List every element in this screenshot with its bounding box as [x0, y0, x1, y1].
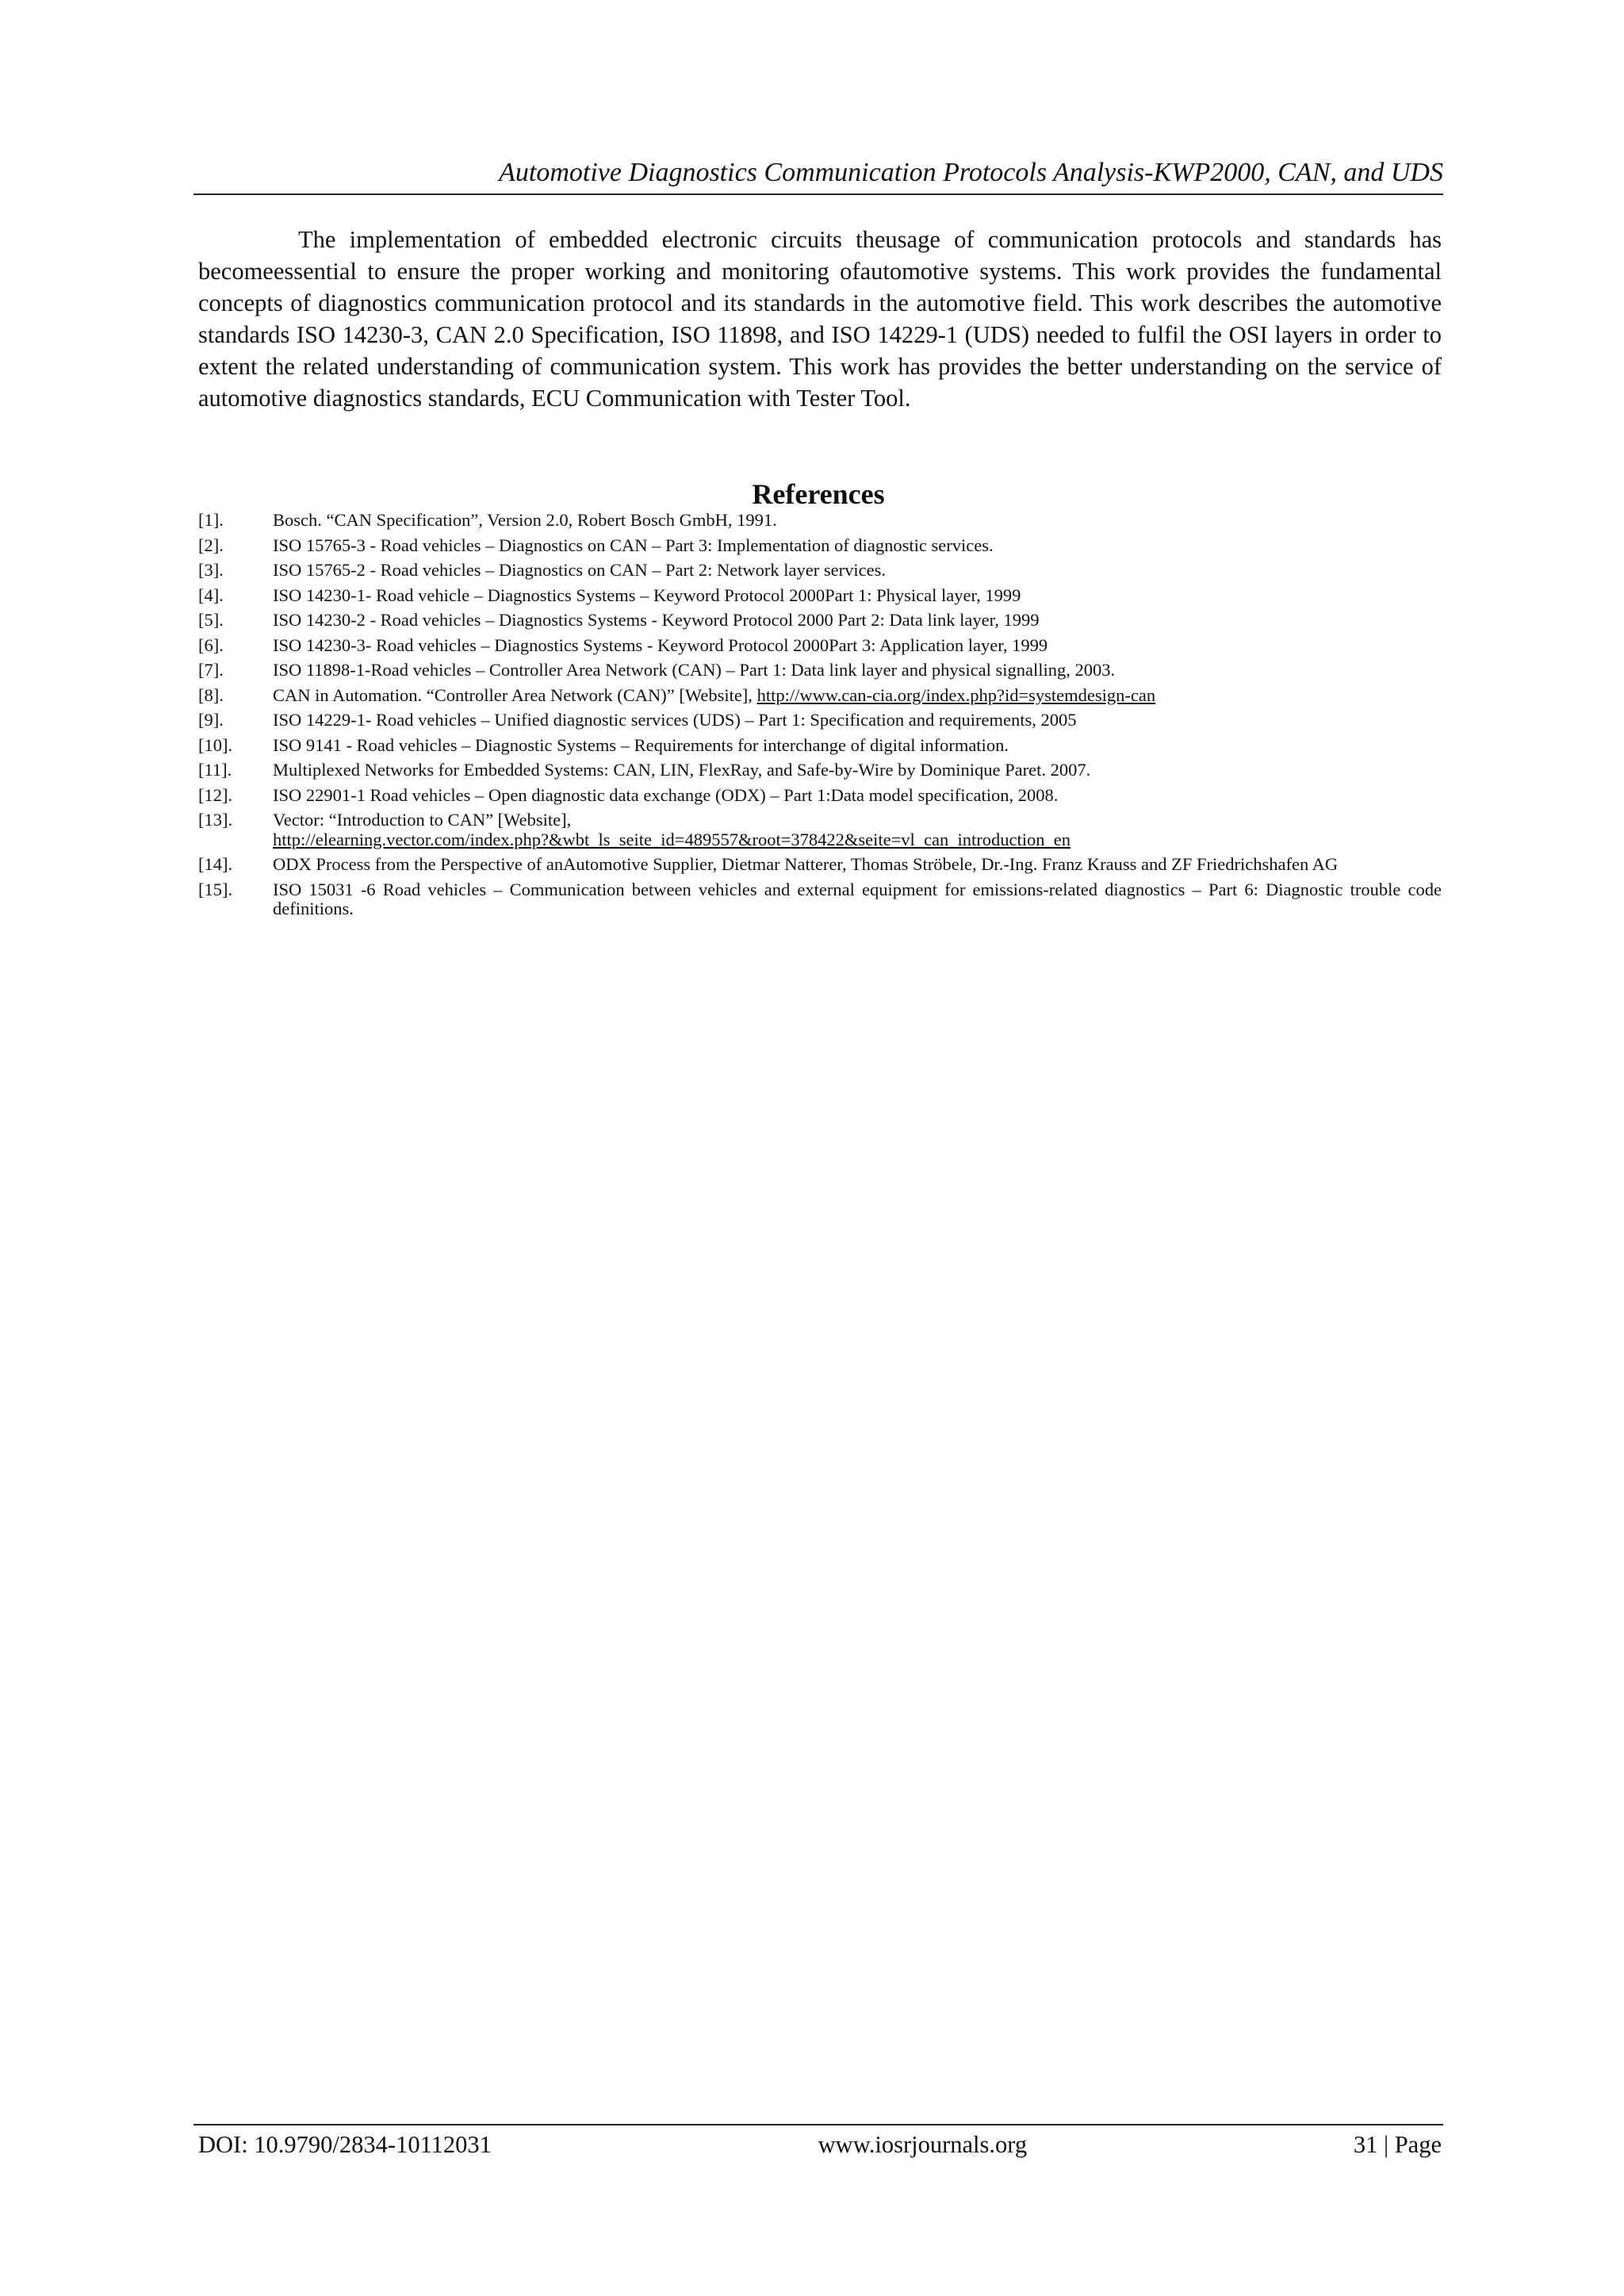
reference-item: [198, 880, 1442, 919]
page-footer: [198, 2129, 1442, 2160]
reference-number: [15].: [198, 879, 233, 899]
reference-text: ISO 15765-2 - Road vehicles – Diagnostics on CAN – Part 2: Network layer services.: [273, 560, 886, 580]
reference-text-block: [273, 536, 1442, 556]
reference-text-block: [273, 855, 1442, 875]
reference-item: [198, 636, 1442, 656]
reference-text: ISO 11898-1-Road vehicles – Controller Area Network (CAN) – Part 1: Data link layer and physical signalling, 2003.: [273, 660, 1116, 680]
references-heading: References: [752, 478, 885, 510]
reference-text-block: [273, 661, 1442, 680]
reference-text: ISO 14230-2 - Road vehicles – Diagnostics Systems - Keyword Protocol 2000 Part 2: Data link layer, 1999: [273, 610, 1040, 630]
reference-text-block: [273, 686, 1442, 706]
reference-number: [11].: [198, 760, 232, 780]
reference-item: [198, 536, 1442, 556]
reference-item: [198, 761, 1442, 780]
reference-text: ISO 22901-1 Road vehicles – Open diagnostic data exchange (ODX) – Part 1:Data model specification, 2008.: [273, 784, 1059, 805]
running-header-title: Automotive Diagnostics Communication Protocols Analysis-KWP2000, CAN, and UDS: [499, 158, 1443, 187]
reference-number: [8].: [198, 684, 224, 705]
reference-text: CAN in Automation. “Controller Area Network (CAN)” [Website],: [273, 684, 757, 705]
reference-text: Bosch. “CAN Specification”, Version 2.0, Robert Bosch GmbH, 1991.: [273, 510, 777, 530]
reference-number: [13].: [198, 810, 233, 830]
reference-text: ISO 14229-1- Road vehicles – Unified diagnostic services (UDS) – Part 1: Specification and requirements, 2005: [273, 710, 1077, 730]
reference-item: [198, 736, 1442, 756]
reference-text-block: [273, 586, 1442, 606]
reference-number: [5].: [198, 610, 224, 630]
reference-text-block: [273, 736, 1442, 756]
reference-number: [1].: [198, 510, 224, 530]
reference-text: ISO 14230-3- Road vehicles – Diagnostics Systems - Keyword Protocol 2000Part 3: Application layer, 1999: [273, 634, 1048, 655]
reference-number: [6].: [198, 634, 224, 655]
reference-number: [12].: [198, 784, 233, 805]
reference-text-block: [273, 811, 1442, 849]
reference-text: Vector: “Introduction to CAN” [Website],: [273, 810, 572, 830]
footer-page-number: 31 | Page: [1353, 2131, 1442, 2158]
reference-text-block: [273, 611, 1442, 631]
reference-number: [14].: [198, 854, 233, 874]
reference-list: [198, 511, 1442, 925]
reference-text: ISO 9141 - Road vehicles – Diagnostic Systems – Requirements for interchange of digital information.: [273, 734, 1009, 755]
footer-doi: DOI: 10.9790/2834-10112031: [198, 2131, 492, 2158]
reference-text-block: [273, 711, 1442, 730]
reference-text-block: [273, 561, 1442, 581]
reference-number: [7].: [198, 660, 224, 680]
reference-text: ODX Process from the Perspective of anAutomotive Supplier, Dietmar Natterer, Thomas Ströbele, Dr.-Ing. Franz Krauss and ZF Friedrichshafen AG: [273, 854, 1339, 874]
conclusion-paragraph: The implementation of embedded electronic circuits theusage of communication protocols and standards has becomeessential to ensure the proper working and monitoring ofautomotive systems. This work provides the fundamental concepts of diagnostics communication protocol and its standards in the automotive field. This work describes the automotive standards ISO 14230-3, CAN 2.0 Specification, ISO 11898, and ISO 14229-1 (UDS) needed to fulfil the OSI layers in order to extent the related understanding of communication system. This work has provides the better understanding on the service of automotive diagnostics standards, ECU Communication with Tester Tool.: [198, 226, 1442, 412]
reference-text-block: [273, 880, 1442, 919]
reference-text-block: [273, 636, 1442, 656]
reference-text: Multiplexed Networks for Embedded Systems: CAN, LIN, FlexRay, and Safe-by-Wire by Dominique Paret. 2007.: [273, 760, 1091, 780]
reference-link[interactable]: http://www.can-cia.org/index.php?id=systemdesign-can: [756, 684, 1156, 705]
reference-number: [2].: [198, 535, 224, 555]
reference-number: [10].: [198, 734, 233, 755]
reference-text-block: [273, 761, 1442, 780]
reference-item: [198, 611, 1442, 631]
header-divider: [193, 194, 1443, 195]
reference-text: ISO 14230-1- Road vehicle – Diagnostics Systems – Keyword Protocol 2000Part 1: Physical layer, 1999: [273, 585, 1021, 605]
reference-item: [198, 661, 1442, 680]
reference-item: [198, 561, 1442, 581]
reference-text-block: [273, 511, 1442, 531]
reference-item: [198, 511, 1442, 531]
reference-number: [4].: [198, 585, 224, 605]
footer-website[interactable]: www.iosrjournals.org: [818, 2131, 1028, 2158]
reference-number: [9].: [198, 710, 224, 730]
reference-item: [198, 711, 1442, 730]
reference-item: [198, 786, 1442, 806]
reference-item: [198, 855, 1442, 875]
reference-item: [198, 586, 1442, 606]
reference-item: [198, 811, 1442, 849]
reference-text: ISO 15031 -6 Road vehicles – Communication between vehicles and external equipment for emissions-related diagnostics – Part 6: Diagnostic trouble code definitions.: [273, 879, 1442, 918]
reference-text: ISO 15765-3 - Road vehicles – Diagnostics on CAN – Part 3: Implementation of diagnostic services.: [273, 535, 994, 555]
reference-link[interactable]: http://elearning.vector.com/index.php?&wbt_ls_seite_id=489557&root=378422&seite=vl_can_introduction_en: [273, 829, 1071, 849]
reference-number: [3].: [198, 560, 224, 580]
footer-divider: [193, 2124, 1443, 2125]
reference-text-block: [273, 786, 1442, 806]
reference-item: [198, 686, 1442, 706]
